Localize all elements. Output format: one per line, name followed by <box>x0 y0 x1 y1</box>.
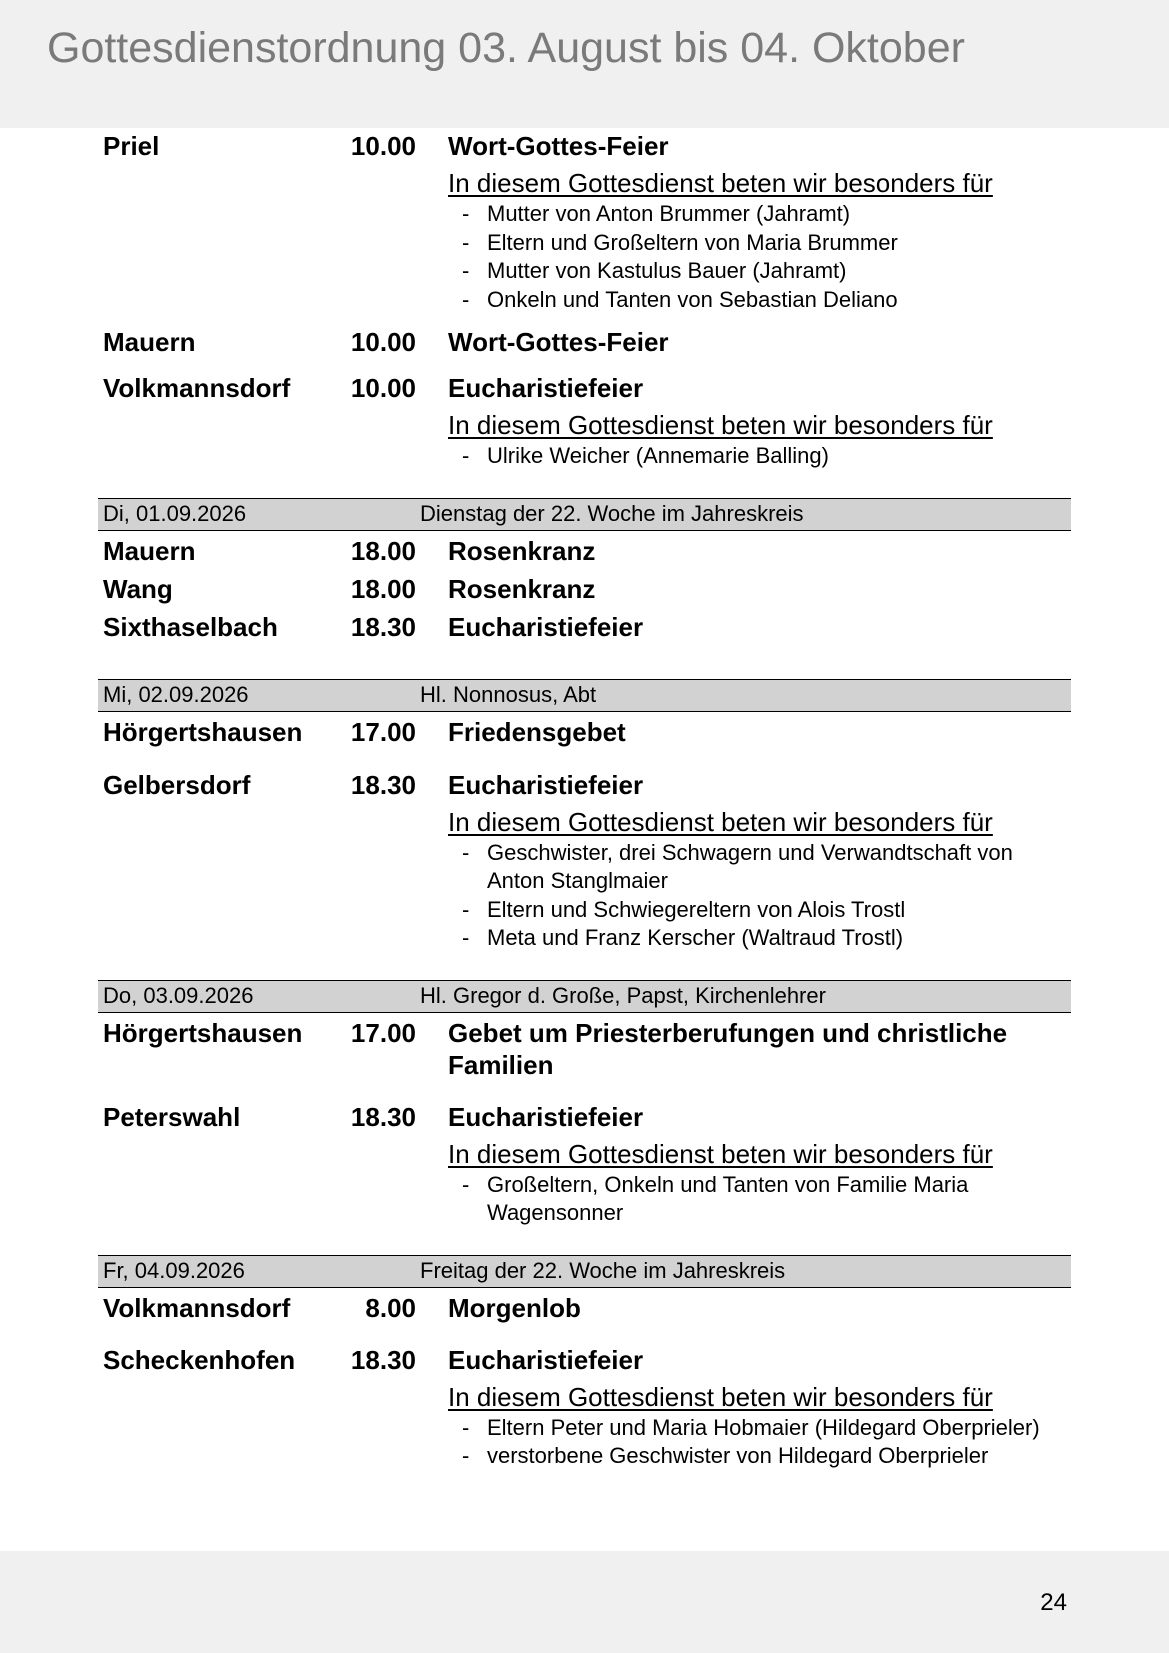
entry-description <box>448 716 1071 748</box>
entry-time: 10.00 <box>350 373 416 403</box>
service-entry <box>98 716 1071 748</box>
intent-list <box>448 839 1071 953</box>
entry-description <box>448 130 1071 314</box>
intent-item: - Eltern Peter und Maria Hobmaier (Hildegard Oberprieler) <box>448 1414 1071 1443</box>
entry-description <box>448 1292 1071 1324</box>
intent-item: - Meta und Franz Kerscher (Waltraud Trostl) <box>448 924 1071 953</box>
entry-time: 18.30 <box>350 1101 416 1132</box>
entry-place: Mauern <box>103 535 196 566</box>
day-name: Hl. Nonnosus, Abt <box>420 682 597 707</box>
intent-item: - Onkeln und Tanten von Sebastian Deliano <box>448 286 1071 315</box>
entry-place: Hörgertshausen <box>103 716 303 747</box>
entry-description <box>448 1101 1071 1228</box>
entry-service: Rosenkranz <box>448 535 596 566</box>
day-header <box>98 498 1071 531</box>
entry-description <box>448 611 1071 643</box>
intent-item: - Großeltern, Onkeln und Tanten von Familie Maria Wagensonner <box>448 1171 1071 1228</box>
page-title: Gottesdienstordnung 03. August bis 04. Oktober <box>47 24 965 72</box>
intent-heading: In diesem Gottesdienst beten wir besonders für <box>448 806 993 837</box>
entry-time: 10.00 <box>350 131 416 161</box>
intent-heading: In diesem Gottesdienst beten wir besonders für <box>448 1138 993 1169</box>
entry-service: Eucharistiefeier <box>448 769 644 800</box>
entry-service: Friedensgebet <box>448 716 626 747</box>
intent-list <box>448 442 1071 471</box>
service-entry <box>98 1101 1071 1228</box>
header-band <box>0 0 1169 128</box>
service-entry <box>98 611 1071 643</box>
entry-service: Eucharistiefeier <box>448 1344 644 1375</box>
entry-service: Gebet um Priesterberufungen und christliche Familien <box>448 1017 1008 1080</box>
entry-description <box>448 573 1071 605</box>
schedule-content <box>98 130 1071 1471</box>
entry-place: Volkmannsdorf <box>103 1292 291 1323</box>
entry-description <box>448 372 1071 471</box>
service-entry <box>98 1344 1071 1471</box>
entry-time: 18.00 <box>350 573 416 604</box>
entry-place: Gelbersdorf <box>103 769 251 800</box>
entry-service: Morgenlob <box>448 1292 581 1323</box>
service-entry <box>98 372 1071 471</box>
entry-time: 17.00 <box>350 716 416 747</box>
entry-place: Mauern <box>103 327 196 357</box>
entry-service: Eucharistiefeier <box>448 373 644 403</box>
service-entry <box>98 326 1071 358</box>
intent-item: - Geschwister, drei Schwagern und Verwandtschaft von Anton Stanglmaier <box>448 839 1071 896</box>
entry-time: 17.00 <box>350 1017 416 1048</box>
service-entry <box>98 130 1071 314</box>
day-name: Dienstag der 22. Woche im Jahreskreis <box>420 501 804 526</box>
footer-band <box>0 1551 1169 1653</box>
service-entry <box>98 1017 1071 1081</box>
intent-item: - Eltern und Schwiegereltern von Alois Trostl <box>448 896 1071 925</box>
entry-description <box>448 769 1071 953</box>
entry-service: Wort-Gottes-Feier <box>448 327 669 357</box>
service-entry <box>98 1292 1071 1324</box>
entry-service: Eucharistiefeier <box>448 1101 644 1132</box>
intent-heading: In diesem Gottesdienst beten wir besonders für <box>448 1381 993 1412</box>
service-entry <box>98 573 1071 605</box>
entry-time: 18.30 <box>350 611 416 642</box>
entry-place: Hörgertshausen <box>103 1017 303 1048</box>
entry-service: Rosenkranz <box>448 573 596 604</box>
entry-service: Eucharistiefeier <box>448 611 644 642</box>
page-number: 24 <box>1040 1589 1067 1616</box>
intent-item: - Mutter von Anton Brummer (Jahramt) <box>448 200 1071 229</box>
day-date: Fr, 04.09.2026 <box>103 1258 245 1283</box>
entry-time: 8.00 <box>365 1292 416 1323</box>
entry-description <box>448 535 1071 567</box>
intent-list <box>448 200 1071 314</box>
entry-place: Volkmannsdorf <box>103 373 291 403</box>
entry-place: Priel <box>103 131 160 161</box>
entry-place: Peterswahl <box>103 1101 241 1132</box>
day-header <box>98 980 1071 1013</box>
day-name: Hl. Gregor d. Große, Papst, Kirchenlehrer <box>420 983 826 1008</box>
entry-time: 18.30 <box>350 769 416 800</box>
day-header <box>98 679 1071 712</box>
day-date: Do, 03.09.2026 <box>103 983 254 1008</box>
entry-description <box>448 326 1071 358</box>
day-date: Di, 01.09.2026 <box>103 501 247 526</box>
service-entry <box>98 769 1071 953</box>
entry-time: 18.30 <box>350 1344 416 1375</box>
entry-place: Scheckenhofen <box>103 1344 296 1375</box>
day-date: Mi, 02.09.2026 <box>103 682 249 707</box>
entry-place: Sixthaselbach <box>103 611 278 642</box>
intent-item: - verstorbene Geschwister von Hildegard Oberprieler <box>448 1442 1071 1471</box>
entry-description <box>448 1344 1071 1471</box>
day-header <box>98 1255 1071 1288</box>
intent-heading: In diesem Gottesdienst beten wir besonders für <box>448 410 993 440</box>
intent-item: - Eltern und Großeltern von Maria Brummer <box>448 229 1071 258</box>
entry-time: 10.00 <box>350 327 416 357</box>
intent-heading: In diesem Gottesdienst beten wir besonders für <box>448 168 993 198</box>
service-entry <box>98 535 1071 567</box>
day-name: Freitag der 22. Woche im Jahreskreis <box>420 1258 786 1283</box>
intent-list <box>448 1414 1071 1471</box>
entry-description <box>448 1017 1071 1081</box>
intent-item: - Mutter von Kastulus Bauer (Jahramt) <box>448 257 1071 286</box>
entry-time: 18.00 <box>350 535 416 566</box>
entry-place: Wang <box>103 573 173 604</box>
intent-list <box>448 1171 1071 1228</box>
entry-service: Wort-Gottes-Feier <box>448 131 669 161</box>
intent-item: - Ulrike Weicher (Annemarie Balling) <box>448 442 1071 471</box>
